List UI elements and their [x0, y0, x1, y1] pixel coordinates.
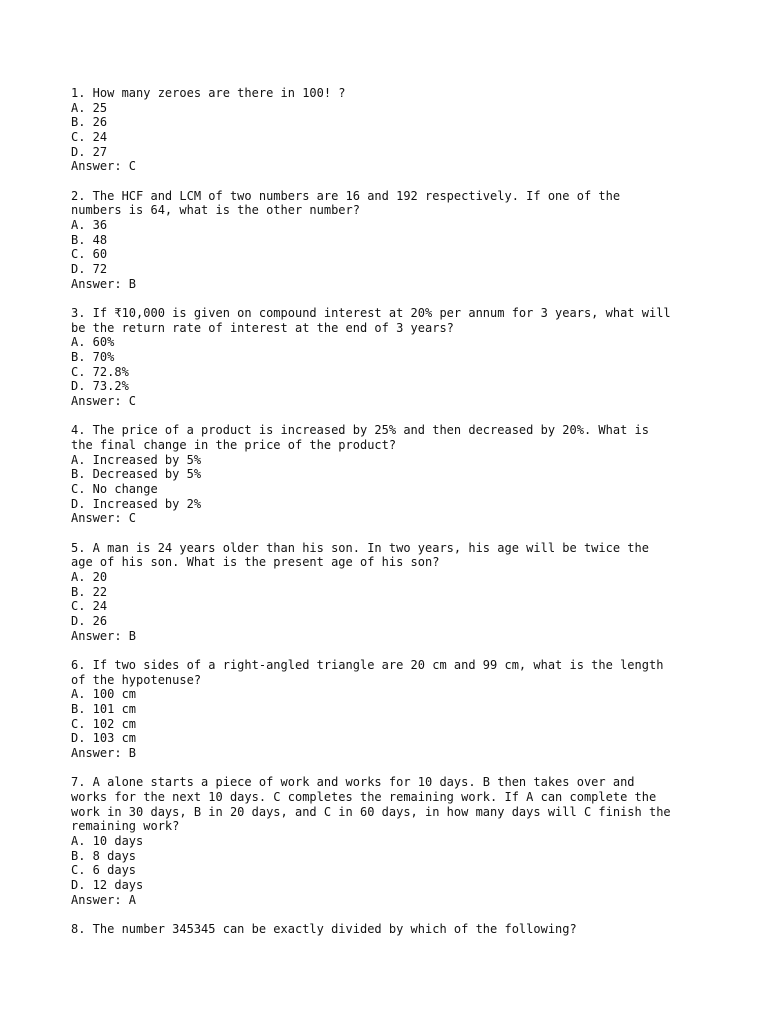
question-text: age of his son. What is the present age of his son?	[71, 555, 440, 570]
answer-option: C. 24	[71, 130, 108, 145]
answer-key: Answer: B	[71, 746, 137, 760]
answer-option: A. 60%	[71, 335, 115, 350]
answer-option: A. Increased by 5%	[71, 452, 202, 467]
answer-option: C. No change	[71, 482, 158, 496]
question-text: 5. A man is 24 years older than his son. In two years, his age will be twice the	[71, 540, 649, 555]
question-text: remaining work?	[71, 819, 180, 834]
question-block	[71, 86, 711, 174]
question-text: the final change in the price of the product?	[71, 437, 397, 452]
question-text: works for the next 10 days. C completes the remaining work. If A can complete the	[71, 789, 657, 804]
answer-key: Answer: B	[71, 276, 137, 291]
answer-option: C. 102 cm	[71, 716, 137, 731]
answer-option: D. 103 cm	[71, 731, 137, 746]
answer-key: Answer: B	[71, 628, 137, 643]
answer-key: Answer: C	[71, 159, 137, 174]
question-text: 2. The HCF and LCM of two numbers are 16 and 192 respectively. If one of the	[71, 188, 621, 203]
question-block	[71, 922, 711, 937]
answer-option: C. 24	[71, 599, 108, 614]
question-text: numbers is 64, what is the other number?	[71, 203, 360, 218]
answer-option: D. 27	[71, 144, 108, 159]
question-block	[71, 541, 711, 644]
question-block	[71, 423, 711, 526]
answer-option: B. 26	[71, 115, 108, 130]
question-block	[71, 189, 711, 292]
answer-option: C. 72.8%	[71, 364, 129, 379]
answer-option: D. 73.2%	[71, 379, 129, 394]
answer-option: B. 101 cm	[71, 701, 137, 716]
answer-option: A. 100 cm	[71, 687, 137, 702]
question-text: be the return rate of interest at the end of 3 years?	[71, 320, 454, 335]
answer-key: Answer: C	[71, 511, 137, 526]
answer-option: A. 36	[71, 218, 108, 232]
answer-option: B. 48	[71, 232, 108, 247]
question-text: 8. The number 345345 can be exactly divided by which of the following?	[71, 921, 577, 936]
answer-option: A. 20	[71, 569, 108, 584]
answer-option: B. Decreased by 5%	[71, 467, 202, 482]
question-text: of the hypotenuse?	[71, 672, 202, 687]
answer-key: Answer: A	[71, 892, 137, 907]
question-text: 7. A alone starts a piece of work and works for 10 days. B then takes over and	[71, 775, 635, 790]
answer-key: Answer: C	[71, 394, 137, 409]
answer-option: A. 10 days	[71, 833, 144, 848]
answer-option: D. 26	[71, 614, 108, 628]
answer-option: D. 12 days	[71, 878, 144, 892]
answer-option: A. 25	[71, 100, 108, 115]
answer-option: C. 6 days	[71, 863, 137, 878]
question-text: 3. If ₹10,000 is given on compound interest at 20% per annum for 3 years, what will	[71, 305, 671, 320]
question-block	[71, 775, 711, 907]
answer-option: C. 60	[71, 247, 108, 262]
answer-option: B. 8 days	[71, 848, 137, 863]
answer-option: B. 70%	[71, 350, 115, 364]
question-text: work in 30 days, B in 20 days, and C in 60 days, in how many days will C finish the	[71, 804, 671, 819]
document-body	[71, 86, 711, 951]
question-text: 4. The price of a product is increased by 25% and then decreased by 20%. What is	[71, 423, 649, 438]
answer-option: D. Increased by 2%	[71, 496, 202, 511]
question-text: 6. If two sides of a right-angled triangle are 20 cm and 99 cm, what is the length	[71, 657, 664, 672]
question-text: 1. How many zeroes are there in 100! ?	[71, 86, 346, 100]
answer-option: B. 22	[71, 584, 108, 599]
answer-option: D. 72	[71, 262, 108, 277]
question-block	[71, 306, 711, 409]
question-block	[71, 658, 711, 761]
